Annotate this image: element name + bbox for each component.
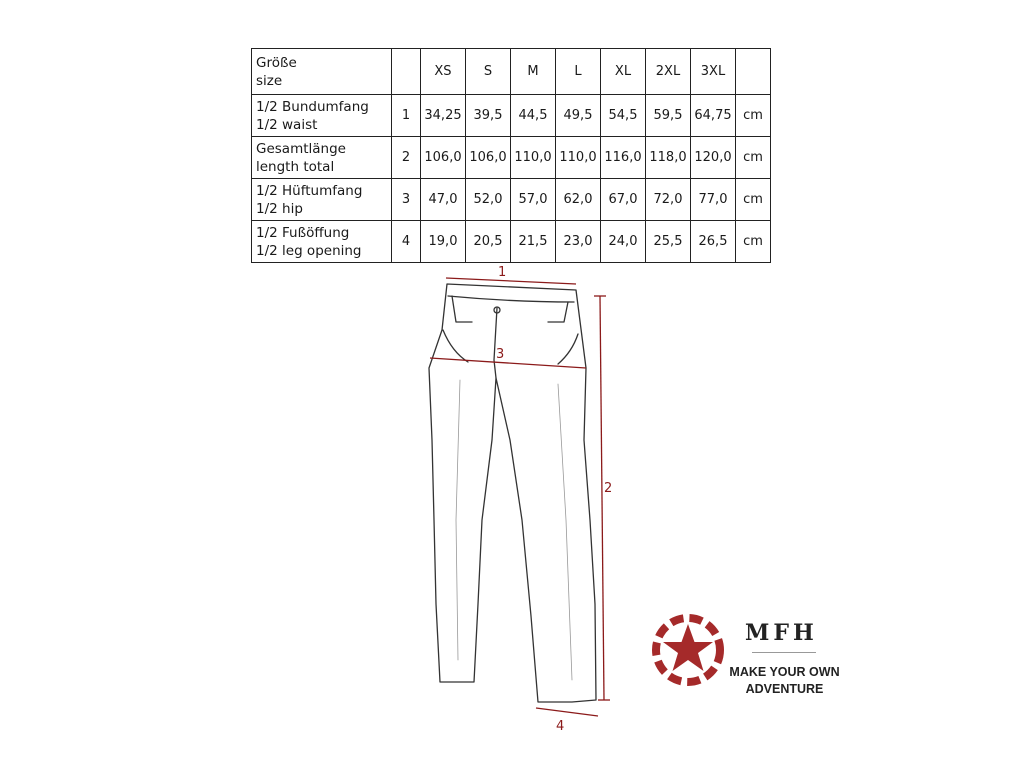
tagline-line-1: MAKE YOUR OWN [729, 665, 840, 679]
row-unit: cm [736, 179, 771, 221]
leg-measure-line [536, 708, 598, 716]
table-cell: 118,0 [646, 137, 691, 179]
row-index: 2 [392, 137, 421, 179]
table-cell: 44,5 [511, 95, 556, 137]
pants-silhouette [429, 284, 596, 702]
pants-outline [429, 284, 596, 702]
table-cell: 110,0 [511, 137, 556, 179]
row-label-en: 1/2 hip [256, 200, 303, 217]
brand-tagline [727, 664, 842, 698]
table-cell: 110,0 [556, 137, 601, 179]
size-header-2xl: 2XL [646, 49, 691, 95]
mfh-star-logo [650, 612, 726, 688]
row-label-de: 1/2 Fußöffung [256, 224, 350, 241]
fly-seam [494, 308, 497, 378]
row-label-de: 1/2 Bundumfang [256, 98, 369, 115]
star-icon [663, 624, 713, 671]
size-header-xl: XL [601, 49, 646, 95]
size-header-l: L [556, 49, 601, 95]
table-cell: 47,0 [421, 179, 466, 221]
table-cell: 120,0 [691, 137, 736, 179]
length-measure-line [600, 296, 604, 700]
belt-loop-left [452, 296, 472, 322]
row-unit: cm [736, 95, 771, 137]
pocket-left [443, 330, 468, 362]
brand-name: MFH [745, 620, 818, 646]
row-unit: cm [736, 137, 771, 179]
size-label-en: size [256, 72, 283, 89]
table-cell: 24,0 [601, 221, 646, 263]
table-cell: 34,25 [421, 95, 466, 137]
size-header-m: M [511, 49, 556, 95]
measurement-labels [496, 265, 612, 734]
row-label-de: Gesamtlänge [256, 140, 346, 157]
belt-loop-right [548, 302, 568, 322]
size-header-3xl: 3XL [691, 49, 736, 95]
table-cell: 67,0 [601, 179, 646, 221]
tagline-line-2: ADVENTURE [745, 682, 824, 696]
row-label-en: length total [256, 158, 335, 175]
row-index: 1 [392, 95, 421, 137]
table-cell: 19,0 [421, 221, 466, 263]
table-cell: 54,5 [601, 95, 646, 137]
size-header-xs: XS [421, 49, 466, 95]
brand-divider [752, 652, 816, 653]
row-label-de: 1/2 Hüftumfang [256, 182, 363, 199]
label-length: 2 [604, 481, 613, 496]
table-cell: 20,5 [466, 221, 511, 263]
crease-right [558, 384, 572, 680]
table-cell: 21,5 [511, 221, 556, 263]
table-cell: 77,0 [691, 179, 736, 221]
waist-measure-line [446, 278, 576, 284]
table-cell: 39,5 [466, 95, 511, 137]
table-cell: 72,0 [646, 179, 691, 221]
table-cell: 106,0 [421, 137, 466, 179]
row-index: 4 [392, 221, 421, 263]
table-cell: 23,0 [556, 221, 601, 263]
table-cell: 116,0 [601, 137, 646, 179]
table-cell: 26,5 [691, 221, 736, 263]
row-label-en: 1/2 leg opening [256, 242, 362, 259]
label-hip: 3 [496, 347, 505, 362]
label-waist: 1 [498, 265, 507, 280]
label-leg: 4 [556, 719, 565, 734]
size-label-de: Größe [256, 54, 297, 71]
table-cell: 49,5 [556, 95, 601, 137]
table-cell: 52,0 [466, 179, 511, 221]
table-cell: 106,0 [466, 137, 511, 179]
table-cell: 64,75 [691, 95, 736, 137]
row-unit: cm [736, 221, 771, 263]
table-cell: 59,5 [646, 95, 691, 137]
table-cell: 62,0 [556, 179, 601, 221]
row-label-en: 1/2 waist [256, 116, 318, 133]
waistband-line [448, 296, 574, 302]
table-cell: 25,5 [646, 221, 691, 263]
pocket-right [558, 334, 578, 364]
table-cell: 57,0 [511, 179, 556, 221]
crease-left [456, 380, 460, 660]
row-index: 3 [392, 179, 421, 221]
size-header-s: S [466, 49, 511, 95]
